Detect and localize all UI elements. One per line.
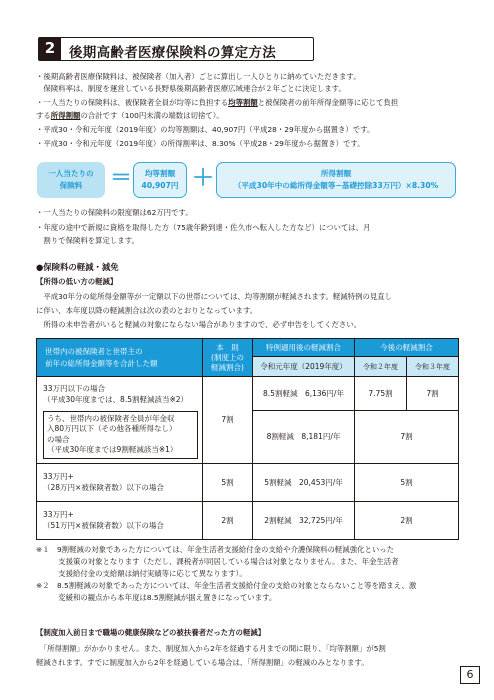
intro-line-6: ・平成30・令和元年度（2019年度）の所得割率は、8.30%（平成28・29年度から据置き）です。 (36, 139, 365, 148)
table-row (37, 377, 459, 411)
para-line-1: 平成30年分の総所得金額等が一定額以下の世帯については、均等割額が軽減されます。軽減特例の見直し (36, 292, 393, 301)
row-label: 33万円以下の場合 （平成30年度までは、8.5割軽減該当※2） (37, 377, 203, 411)
formula-shotoku: 所得割額 （平成30年中の総所得金額等−基礎控除33万円）×8.30% (216, 162, 456, 198)
row-label: うち、世帯内の被保険者全員が年金収 入80万円以下（その他各種所得なし） の場合 （平成30年度までは9割軽減該当※1） (37, 411, 203, 464)
section-number: 2 (39, 38, 61, 60)
plus-sign: ＋ (192, 166, 215, 191)
table-subheader-2019: 令和元年度（2019年度） (253, 357, 355, 377)
page-title: 後期高齢者医療保険料の算定方法 (69, 45, 276, 61)
para2-line-2: 軽減されます。すでに制度加入から2年を経過している場合は、「所得割額」の軽減のみとなります。 (36, 658, 369, 667)
intro-line-2: 保険料率は、制度を運営している長野県後期高齢者医療広域連合が２年ごとに決定します。 (36, 84, 346, 93)
para-line-3: 所得の未申告者がいると軽減の対象にならない場合がありますので、必ず申告をしてください。 (36, 320, 362, 329)
formula-kintou: 均等割額 40,907円 (133, 162, 187, 198)
emph-kintou: 均等割額 (228, 98, 258, 107)
subsection-title: 【所得の低い方の軽減】 (36, 277, 118, 286)
table-subheader-r3: 令和３年度 (407, 357, 459, 377)
table-header-income: 世帯内の被保険者と世帯主の 前年の総所得金額等を合計した額 (37, 339, 203, 377)
row-honsoku: 5割 (203, 463, 253, 501)
table-subheader-r2: 令和２年度 (355, 357, 407, 377)
row-r3: 7割 (407, 377, 459, 411)
formula-per-person: 一人当たりの 保険料 (37, 162, 105, 198)
section-header (38, 37, 314, 61)
row-label: 33万円+ （28万円×被保険者数）以下の場合 (37, 463, 203, 501)
limit-line-1: ・一人当たりの保険料の限度額は62万円です。 (36, 208, 193, 217)
equals-sign: ＝ (110, 166, 133, 191)
table-header-future: 今後の軽減割合 (355, 339, 459, 357)
intro-line-5: ・平成30・令和元年度（2019年度）の均等割額は、40,907円（平成28・29年度から据置き）です。 (36, 125, 375, 134)
footnotes: ※１ 9割軽減の対象であった方については、年金生活者支援給付金の支給や介護保険料の軽減強化といった 支援策の対象となります（ただし、課税者が同居している場合は対象となりません。また、年金生活者 支援給付金の支給額は納付実績等に応じて異なります）。 ※２ 8.5割軽減の対象であった方については、年金生活者支援給付金の支給の対象とならないこと等を踏まえ、激 変緩和の観点から本年度は8.5割軽減が据え置きになっています。 (36, 545, 417, 602)
row-special: 8.5割軽減 6,136円/年 (253, 377, 355, 411)
row-label: 33万円+ （51万円×被保険者数）以下の場合 (37, 501, 203, 539)
limit-line-2: ・年度の途中で新規に資格を取得した方（75歳年齢到達・佐久市へ転入した方など）については、月 (36, 223, 371, 232)
table-row (37, 501, 459, 539)
row-special: 5割軽減 20,453円/年 (253, 463, 355, 501)
intro-line-3: ・一人当たりの保険料は、被保険者全員が均等に負担する均等割額と被保険者の前年所得金額等に応じて負担 (36, 98, 399, 107)
table-header-special: 特例適用後の軽減割合 (253, 339, 355, 357)
intro-line-4: する所得割額の合計です（100円未満の端数は切捨て）。 (36, 111, 224, 120)
reduction-table (36, 338, 459, 540)
limit-line-3: 割りで保険料を算定します。 (36, 236, 139, 245)
section-title: ●保険料の軽減・減免 (36, 262, 119, 272)
para-line-2: に伴い、本年度以降の軽減割合は次の表のとおりとなっています。 (36, 306, 258, 315)
row-future: 7割 (355, 411, 459, 464)
emph-shotoku: 所得割額 (50, 111, 81, 120)
intro-line-1: ・後期高齢者医療保険料は、被保険者（加入者）ごとに算出し一人ひとりに納めていただきます。 (36, 72, 361, 81)
page-number: 6 (460, 666, 480, 684)
subsection-title-2: 【制度加入前日まで職場の健康保険などの被扶養者だった方の軽減】 (36, 628, 266, 637)
row-special: 8割軽減 8,181円/年 (253, 411, 355, 464)
para2-line-1: 「所得割額」がかかりません。また、制度加入から2年を経過する月までの間に限り、「均等割額」が5割 (36, 644, 386, 653)
row-future: 2割 (355, 501, 459, 539)
table-header-honsoku: 本 則 (制度上の 軽減割合) (203, 339, 253, 377)
row-honsoku: 2割 (203, 501, 253, 539)
table-row (37, 463, 459, 501)
row-r2: 7.75割 (355, 377, 407, 411)
row-honsoku: 7割 (203, 377, 253, 464)
row-future: 5割 (355, 463, 459, 501)
row-special: 2割軽減 32,725円/年 (253, 501, 355, 539)
